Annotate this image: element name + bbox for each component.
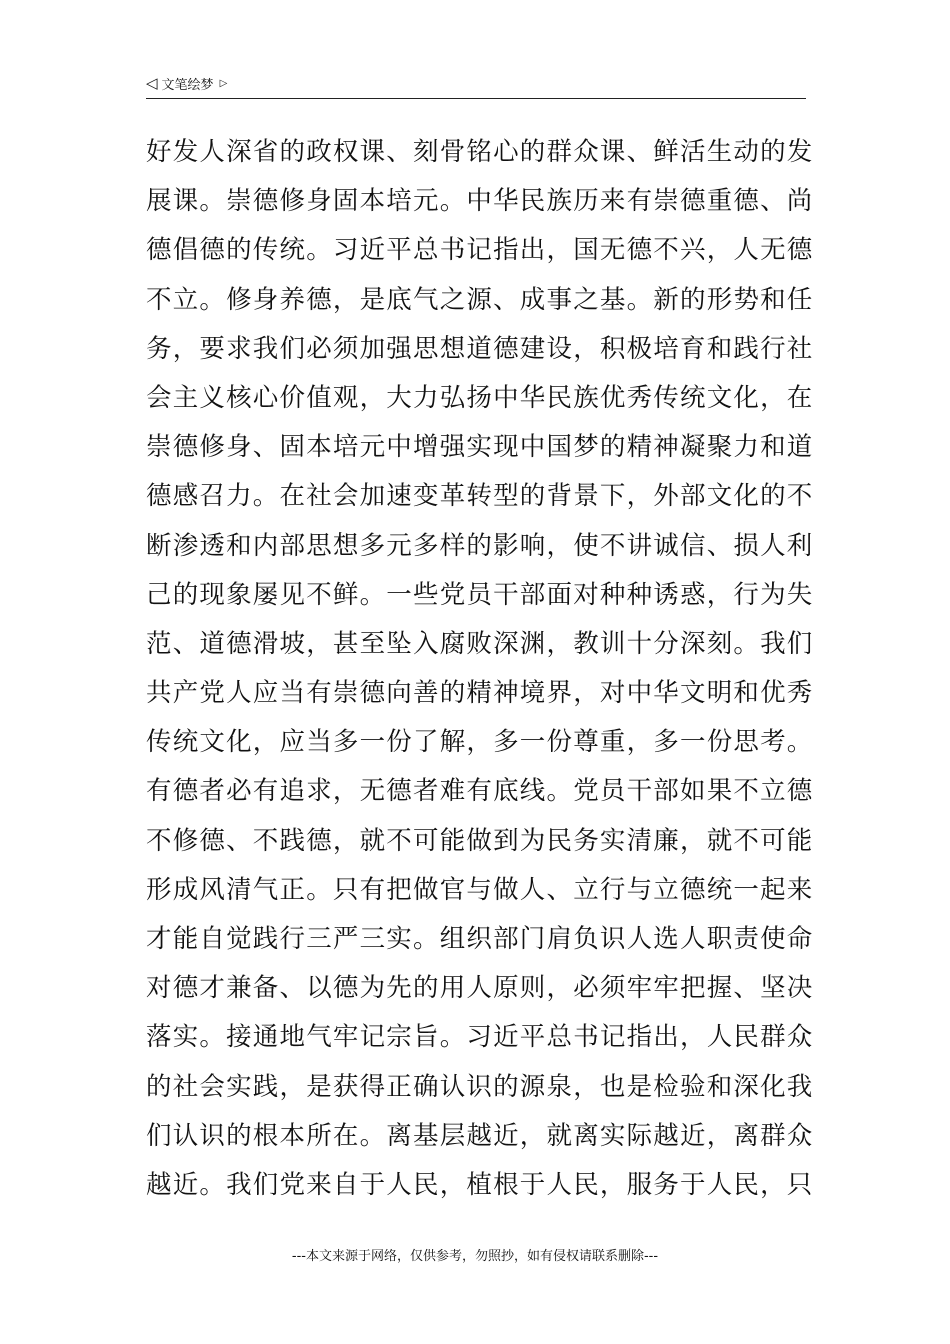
body-line: 好发人深省的政权课、刻骨铭心的群众课、鲜活生动的发 <box>146 137 814 167</box>
body-line: 范、道德滑坡，甚至坠入腐败深渊，教训十分深刻。我们 <box>146 628 814 659</box>
body-line: 德感召力。在社会加速变革转型的背景下，外部文化的不 <box>146 481 814 512</box>
body-line: 不立。修身养德，是底气之源、成事之基。新的形势和任 <box>146 284 814 315</box>
body-line: 德倡德的传统。习近平总书记指出，国无德不兴，人无德 <box>146 235 814 266</box>
body-line: 共产党人应当有崇德向善的精神境界，对中华文明和优秀 <box>146 678 814 709</box>
page-footer: ---本文来源于网络，仅供参考，勿照抄，如有侵权请联系删除--- <box>291 1249 659 1264</box>
header-title: 文笔绘梦 <box>161 78 214 93</box>
body-line: 展课。崇德修身固本培元。中华民族历来有崇德重德、尚 <box>146 186 814 217</box>
body-line: 们认识的根本所在。离基层越近，就离实际越近，离群众 <box>146 1120 814 1151</box>
body-line: 有德者必有追求，无德者难有底线。党员干部如果不立德 <box>146 776 814 807</box>
body-line: 己的现象屡见不鲜。一些党员干部面对种种诱惑，行为失 <box>146 579 814 610</box>
body-line: 会主义核心价值观，大力弘扬中华民族优秀传统文化，在 <box>146 382 814 413</box>
document-body <box>146 128 814 1210</box>
page-header <box>146 72 806 99</box>
body-line: 务，要求我们必须加强思想道德建设，积极培育和践行社 <box>146 333 814 364</box>
body-line: 形成风清气正。只有把做官与做人、立行与立德统一起来 <box>146 874 814 905</box>
body-line: 的社会实践，是获得正确认识的源泉，也是检验和深化我 <box>146 1071 814 1102</box>
body-line: 传统文化，应当多一份了解，多一份尊重，多一份思考。 <box>146 727 814 758</box>
body-line: 不修德、不践德，就不可能做到为民务实清廉，就不可能 <box>146 825 814 856</box>
body-line: 才能自觉践行三严三实。组织部门肩负识人选人职责使命 <box>146 924 814 954</box>
triangle-right-icon: ▷ <box>219 77 228 89</box>
body-line: 对德才兼备、以德为先的用人原则，必须牢牢把握、坚决 <box>146 973 814 1004</box>
header-brand <box>146 74 227 93</box>
triangle-left-icon: ◁ <box>146 74 158 92</box>
body-line: 落实。接通地气牢记宗旨。习近平总书记指出，人民群众 <box>146 1022 814 1053</box>
body-line: 崇德修身、固本培元中增强实现中国梦的精神凝聚力和道 <box>146 432 814 463</box>
body-line: 越近。我们党来自于人民，植根于人民，服务于人民，只 <box>146 1169 814 1200</box>
body-line: 断渗透和内部思想多元多样的影响，使不讲诚信、损人利 <box>146 530 814 561</box>
